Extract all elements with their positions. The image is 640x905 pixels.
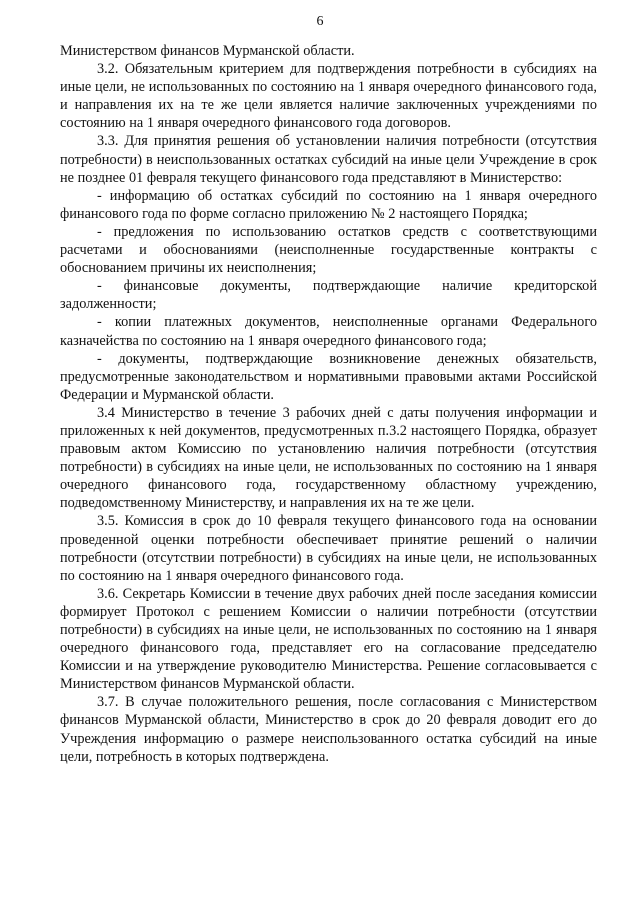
- paragraph: 3.6. Секретарь Комиссии в течение двух рабочих дней после заседания комиссии формирует Протокол с решением Комиссии о наличии потребности (отсутствии потребности) в субсидиях на иные цели, не использованных по состоянию на 1 января очередного финансового года, представляет его на согласование председателю Комиссии и на утверждение руководителю Министерства. Решение согласовывается с Министерством финансов Мурманской области.: [60, 585, 597, 693]
- paragraph: - информацию об остатках субсидий по состоянию на 1 января очередного финансового года по форме согласно приложению № 2 настоящего Порядка;: [60, 187, 597, 222]
- paragraph: 3.5. Комиссия в срок до 10 февраля текущего финансового года на основании проведенной оценки потребности обеспечивает принятие решений о наличии потребности (отсутствии потребности) в субсидиях на иные цели, не использованных по состоянию на 1 января очередного финансового года.: [60, 513, 597, 584]
- paragraph: 3.3. Для принятия решения об установлении наличия потребности (отсутствия потребности) в неиспользованных остатках субсидий на иные цели Учреждение в срок не позднее 01 февраля текущего финансового года представляют в Министерство:: [60, 133, 597, 186]
- document-body: [60, 42, 597, 766]
- paragraph: - предложения по использованию остатков средств с соответствующими расчетами и обоснованиями (неисполненные государственные контракты с обоснованием причины их неисполнения;: [60, 223, 597, 277]
- page-number: 6: [316, 14, 324, 29]
- paragraph: - копии платежных документов, неисполненные органами Федерального казначейства по состоянию на 1 января очередного финансового года;: [60, 314, 597, 349]
- paragraph: 3.4 Министерство в течение 3 рабочих дней с даты получения информации и приложенных к ней документов, предусмотренных п.3.2 настоящего Порядка, образует правовым актом Комиссию по установлению наличия потребности (отсутствия потребности) в субсидиях на иные цели, не использованных по состоянию на 1 января очередного финансового года, государственному областному учреждению, подведомственному Министерству, и направления их на те же цели.: [60, 404, 597, 512]
- paragraph: - документы, подтверждающие возникновение денежных обязательств, предусмотренные законодательством и нормативными правовыми актами Российской Федерации и Мурманской области.: [60, 350, 597, 403]
- paragraph: Министерством финансов Мурманской области.: [60, 43, 355, 59]
- paragraph: 3.7. В случае положительного решения, после согласования с Министерством финансов Мурманской области, Министерство в срок до 20 февраля доводит его до Учреждения информацию о размере неиспользованного остатка субсидий на иные цели, потребность в которых подтверждена.: [60, 694, 597, 765]
- paragraph: - финансовые документы, подтверждающие наличие кредиторской задолженности;: [60, 278, 597, 313]
- paragraph: 3.2. Обязательным критерием для подтверждения потребности в субсидиях на иные цели, не использованных по состоянию на 1 января очередного финансового года, и направления их на те же цели является наличие заключенных учреждениями по состоянию на 1 января очередного финансового года договоров.: [60, 61, 597, 132]
